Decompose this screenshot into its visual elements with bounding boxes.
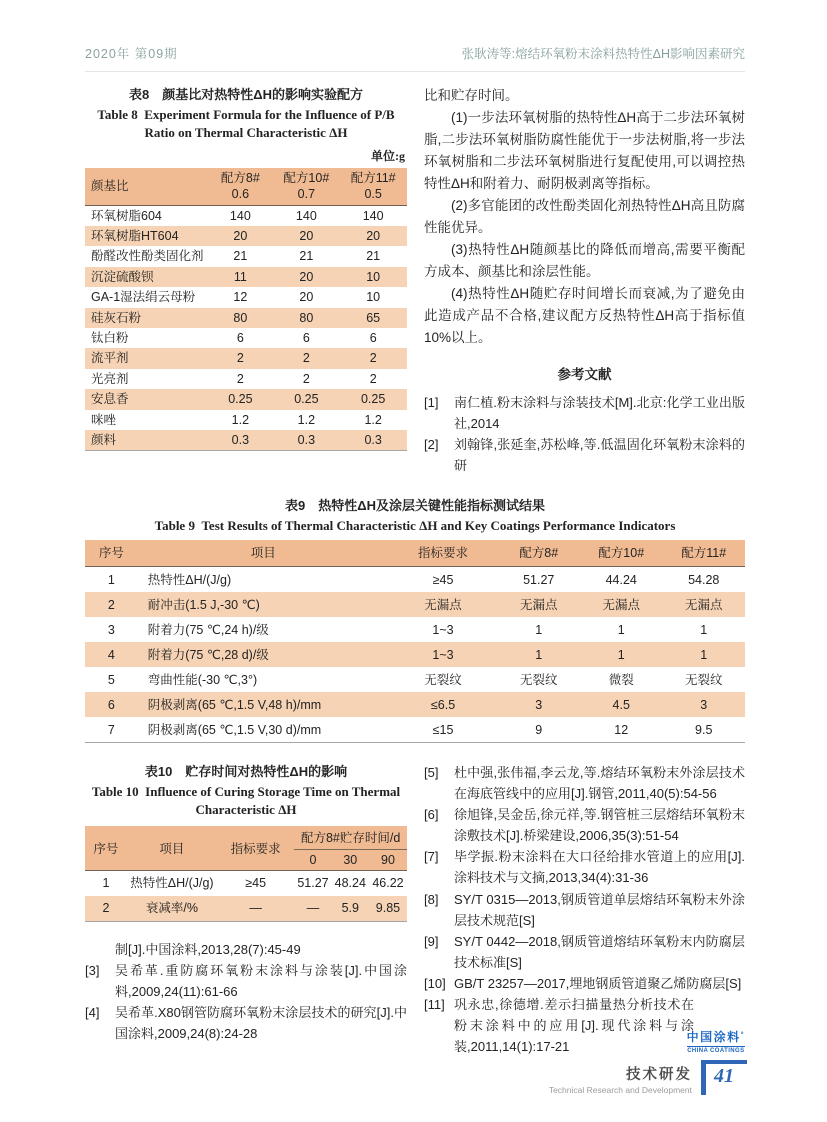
formula-name: 配方8#: [220, 170, 260, 185]
seq: 5: [107, 672, 115, 687]
requirement: 1~3: [432, 622, 454, 637]
ingredient: 安息香: [91, 392, 129, 407]
table9: [85, 540, 745, 743]
value: 1: [617, 647, 625, 662]
value: 21: [299, 249, 314, 264]
row-top: [85, 85, 745, 476]
ingredient: 硅灰石粉: [91, 310, 142, 325]
item: 衰减率/%: [145, 901, 198, 916]
value: 1: [535, 647, 543, 662]
ingredient: 光亮剂: [91, 371, 129, 386]
table10-header: [85, 826, 407, 871]
seq: 3: [107, 622, 115, 637]
table8: [85, 168, 407, 452]
ref-text: 巩永忠,徐德增.差示扫描量热分析技术在粉末涂料中的应用[J].现代涂料与涂装,2011,14(1):17-21: [454, 996, 694, 1054]
ref-text: 吴希革.X80钢管防腐环氧粉末涂层技术的研究[J].中国涂料,2009,24(8):24-28: [115, 1004, 407, 1042]
value: 5.9: [341, 901, 359, 916]
table8-header-col3: [339, 169, 407, 204]
ingredient: GA-1湿法绢云母粉: [91, 290, 196, 305]
value: 44.24: [605, 572, 637, 587]
col-header: 项目: [250, 546, 276, 561]
seq: 2: [102, 901, 110, 916]
item: 附着力(75 ℃,24 h)/级: [147, 622, 269, 637]
value: 21: [366, 249, 381, 264]
ref-number: [10]: [424, 975, 446, 991]
logo-text-en: CHINA COATINGS: [687, 1047, 745, 1054]
value: 6: [369, 331, 377, 345]
col-header: 指标要求: [230, 841, 281, 856]
value: 140: [362, 208, 384, 223]
column-left-bottom: [85, 762, 407, 1057]
ref-text: GB/T 23257—2017,埋地钢质管道聚乙烯防腐层[S]: [454, 975, 742, 991]
ref-number: [2]: [424, 437, 439, 453]
conclusion-1: (1)一步法环氧树脂的热特性ΔH高于二步法环氧树脂,二步法环氧树脂防腐性能优于一步法树脂,将一步法环氧树脂和二步法环氧树脂进行复配使用,可以调控热特性ΔH和附着力、耐阴极剥离等指标。: [424, 110, 745, 191]
ref-number: [8]: [424, 891, 439, 907]
value: 80: [233, 310, 248, 325]
value: 20: [366, 229, 381, 244]
value: 11: [233, 269, 247, 284]
conclusion-2: (2)多官能团的改性酚类固化剂热特性ΔH高且防腐性能优异。: [424, 198, 745, 235]
table10-title-en-1: Table 10 Influence of Curing Storage Time on Thermal: [91, 783, 401, 799]
table9-title-zh: 表9 热特性ΔH及涂层关键性能指标测试结果: [285, 498, 545, 514]
page-number: 41: [714, 1064, 734, 1087]
span-header: 配方8#贮存时间/d: [300, 831, 401, 846]
value: 0.25: [228, 392, 253, 407]
seq: 2: [107, 597, 115, 612]
seq: 7: [107, 722, 115, 737]
value: 51.27: [523, 572, 555, 587]
seq: 6: [107, 697, 115, 712]
value: 1: [535, 622, 543, 637]
value: 6: [302, 331, 310, 345]
row-bottom: [85, 762, 745, 1057]
requirement: ≥45: [245, 876, 267, 891]
value: 9.85: [375, 901, 401, 916]
ingredient: 流平剂: [91, 351, 129, 366]
reference-item: [424, 434, 745, 476]
ref-text: 杜中强,张伟福,李云龙,等.熔结环氧粉末外涂层技术在海底管线中的应用[J].钢管,2011,40(5):54-56: [454, 765, 745, 802]
table-row: [85, 410, 407, 430]
reference-item: [85, 1002, 407, 1044]
ref-text: 毕学振.粉末涂料在大口径给排水管道上的应用[J].涂料技术与文摘,2013,34(4):31-36: [454, 849, 745, 886]
table10-title-en-2: Characteristic ΔH: [195, 802, 297, 818]
badge-left-bar: [701, 1060, 706, 1095]
table8-header-col2: [273, 169, 339, 204]
value: 10: [366, 290, 381, 305]
sub-header: 30: [332, 849, 369, 870]
value: 80: [299, 310, 314, 325]
formula-ratio: 0.6: [231, 187, 250, 202]
column-right-top: [424, 85, 745, 476]
ref-text: 制[J].中国涂料,2013,28(7):45-49: [115, 941, 301, 957]
reference-item: [85, 960, 407, 1002]
paragraph-continuation: 比和贮存时间。: [424, 88, 519, 103]
value: 20: [299, 229, 314, 244]
footer-section-en: Technical Research and Development: [548, 1085, 692, 1095]
running-head: [85, 44, 745, 72]
footer-section-zh: 技术研发: [626, 1066, 692, 1083]
footer-section: [549, 1067, 692, 1095]
ref-text: SY/T 0315—2013,钢质管道单层熔结环氧粉末外涂层技术规范[S]: [454, 891, 745, 928]
value: 54.28: [688, 572, 720, 587]
col-header: 序号: [93, 841, 119, 856]
seq: 4: [107, 647, 115, 662]
col-header: 配方11#: [681, 546, 727, 561]
table9-block: [85, 496, 745, 743]
ingredient: 环氧树脂HT604: [91, 229, 179, 244]
col-header: 指标要求: [418, 546, 469, 561]
seq: 1: [102, 876, 110, 891]
formula-ratio: 0.7: [297, 187, 316, 202]
references-heading: 参考文献: [557, 367, 612, 382]
badge-top-bar: [701, 1060, 747, 1064]
value: 1.2: [364, 412, 382, 427]
column-left-top: [85, 85, 407, 476]
value: 0.25: [294, 392, 319, 407]
references-right: [424, 762, 745, 1057]
table-row: [85, 567, 745, 592]
value: 1.2: [231, 412, 250, 427]
table-row: [85, 369, 407, 389]
logo-text-zh: 中国涂料°: [686, 1030, 745, 1045]
table8-title-en-2: Ratio on Thermal Characteristic ΔH: [144, 125, 348, 141]
item: 热特性ΔH/(J/g): [147, 572, 232, 587]
table-row: [85, 430, 407, 450]
value: 9.5: [695, 722, 713, 737]
ref-number: [11]: [424, 996, 445, 1012]
table-row: [85, 642, 745, 667]
value: 1: [700, 647, 708, 662]
table8-header-col1: [207, 169, 273, 204]
item: 耐冲击(1.5 J,-30 ℃): [147, 597, 260, 612]
column-right-bottom: [424, 762, 745, 1057]
value: 微裂: [608, 672, 634, 687]
reference-item: [424, 392, 745, 434]
item: 阴极剥离(65 ℃,1.5 V,30 d)/mm: [147, 722, 322, 737]
ref-number: [3]: [85, 962, 100, 978]
value: 20: [233, 229, 248, 244]
table9-header-row: [85, 540, 745, 567]
ref-text: 南仁植.粉末涂料与涂装技术[M].北京:化学工业出版社,2014: [454, 395, 745, 432]
table-row: [85, 692, 745, 717]
reference-item: [424, 931, 745, 973]
table9-title-en: Table 9 Test Results of Thermal Characteristic ΔH and Key Coatings Performance Indicators: [154, 517, 676, 533]
formula-name: 配方10#: [283, 170, 330, 185]
seq: 1: [107, 572, 115, 587]
reference-item: [424, 994, 694, 1057]
table8-header-label: 颜基比: [91, 178, 129, 193]
ref-text: 刘翰锋,张延奎,苏松峰,等.低温固化环氧粉末涂料的研: [454, 437, 745, 474]
value: 21: [233, 249, 248, 264]
conclusion-3: (3)热特性ΔH随颜基比的降低而增高,需要平衡配方成本、颜基比和涂层性能。: [424, 242, 745, 279]
table-row: [85, 348, 407, 368]
col-header: 项目: [159, 841, 185, 856]
value: 0.3: [297, 432, 316, 447]
value: 0.3: [231, 432, 250, 447]
value: 20: [299, 290, 314, 305]
table-row: [85, 617, 745, 642]
value: 无裂纹: [519, 672, 558, 687]
formula-name: 配方11#: [350, 170, 396, 185]
table8-header-row: [85, 168, 407, 206]
value: 1.2: [297, 412, 316, 427]
value: 2: [236, 371, 244, 386]
value: 无裂纹: [684, 672, 723, 687]
value: 6: [236, 331, 244, 345]
value: 无漏点: [684, 597, 723, 612]
value: 65: [366, 310, 381, 325]
requirement: 1~3: [432, 647, 454, 662]
running-title: 张耿涛等:熔结环氧粉末涂料热特性ΔH影响因素研究: [461, 47, 745, 61]
table8-title-en-1: Table 8 Experiment Formula for the Influence of P/B: [97, 106, 395, 122]
issue-label: 2020年 第09期: [85, 47, 178, 61]
formula-ratio: 0.5: [364, 187, 382, 202]
requirement: ≤15: [432, 722, 454, 737]
value: 51.27: [297, 876, 329, 891]
ref-text: 徐旭锋,吴金岳,徐元祥,等.钢管桩三层熔结环氧粉末涂敷技术[J].桥梁建设,2006,35(3):51-54: [454, 807, 745, 844]
value: 1: [700, 622, 708, 637]
page-number-badge: [701, 1060, 747, 1095]
value: 20: [299, 269, 314, 284]
ref-number: [85, 939, 115, 960]
conclusion-4: (4)热特性ΔH随贮存时间增长而衰减,为了避免由此造成产品不合格,建议配方反热特性ΔH高于指标值10%以上。: [424, 286, 745, 345]
reference-item: [424, 804, 745, 846]
value: 46.22: [372, 876, 404, 891]
value: 无漏点: [602, 597, 640, 612]
ref-number: [6]: [424, 807, 439, 823]
value: 2: [236, 351, 244, 366]
table-row: [85, 871, 407, 896]
reference-item: [424, 762, 745, 804]
value: 1: [617, 622, 625, 637]
col-header: 配方10#: [598, 546, 645, 561]
value: 140: [295, 208, 317, 223]
ingredient: 钛白粉: [91, 331, 129, 345]
china-coatings-logo: [687, 1031, 745, 1054]
table8-unit: 单位:g: [371, 148, 405, 163]
value: 2: [369, 351, 377, 366]
ref-number: [7]: [424, 849, 439, 865]
value: 12: [233, 290, 248, 305]
table-row: [85, 717, 745, 742]
sub-header: 0: [294, 849, 331, 870]
ref-number: [1]: [424, 395, 439, 410]
requirement: —: [249, 901, 262, 916]
item: 弯曲性能(-30 ℃,3°): [147, 672, 258, 687]
table-row: [85, 206, 407, 226]
table8-title-zh: 表8 颜基比对热特性ΔH的影响实验配方: [129, 87, 363, 102]
ingredient: 咪唑: [91, 412, 117, 427]
table-row: [85, 896, 407, 921]
ref-number: [4]: [85, 1004, 100, 1020]
value: 3: [535, 697, 543, 712]
requirement: 无漏点: [424, 597, 462, 612]
ref-text: 吴希革.重防腐环氧粉末涂料与涂装[J].中国涂料,2009,24(11):61-66: [115, 962, 407, 999]
value: 2: [369, 371, 377, 386]
value: 2: [302, 351, 310, 366]
col-header: 序号: [98, 546, 124, 561]
value: 3: [700, 697, 708, 712]
requirement: ≥45: [432, 572, 454, 587]
reference-item: [424, 889, 745, 931]
value: 0.3: [364, 432, 382, 447]
requirement: ≤6.5: [430, 697, 456, 712]
table-row: [85, 267, 407, 287]
value: 0.25: [360, 392, 386, 407]
requirement: 无裂纹: [424, 672, 462, 687]
trademark-mark: °: [740, 1032, 745, 1040]
value: —: [306, 901, 320, 916]
item: 阴极剥离(65 ℃,1.5 V,48 h)/mm: [147, 697, 322, 712]
conclusions-text: [424, 85, 745, 349]
col-header: 配方8#: [519, 546, 559, 561]
reference-item: [424, 973, 745, 994]
ref-number: [9]: [424, 933, 439, 949]
ref-number: [5]: [424, 765, 439, 781]
item: 热特性ΔH/(J/g): [130, 876, 214, 891]
value: 48.24: [334, 876, 366, 891]
reference-continuation: [85, 939, 407, 960]
references-left: [85, 939, 407, 1044]
table-row: [85, 287, 407, 307]
ingredient: 沉淀硫酸钡: [91, 269, 154, 284]
value: 140: [229, 208, 251, 223]
value: 10: [366, 269, 381, 284]
table10-title-zh: 表10 贮存时间对热特性ΔH的影响: [144, 764, 348, 780]
table-row: [85, 592, 745, 617]
ingredient: 酚醛改性酚类固化剂: [91, 249, 204, 264]
table-row: [85, 389, 407, 409]
ref-text: SY/T 0442—2018,钢质管道熔结环氧粉末内防腐层技术标准[S]: [454, 933, 745, 970]
value: 2: [302, 371, 310, 386]
value: 无漏点: [519, 597, 558, 612]
reference-item: [424, 846, 745, 888]
value: 4.5: [612, 697, 630, 712]
ingredient: 颜料: [91, 432, 117, 447]
item: 附着力(75 ℃,28 d)/级: [147, 647, 269, 662]
table-row: [85, 226, 407, 246]
value: 9: [535, 722, 543, 737]
sub-header: 90: [369, 849, 407, 870]
table-row: [85, 308, 407, 328]
page-footer: [549, 1060, 747, 1095]
table-row: [85, 328, 407, 348]
table-row: [85, 667, 745, 692]
ingredient: 环氧树脂604: [91, 208, 162, 223]
table10: [85, 826, 407, 922]
value: 12: [614, 722, 629, 737]
table-row: [85, 246, 407, 266]
